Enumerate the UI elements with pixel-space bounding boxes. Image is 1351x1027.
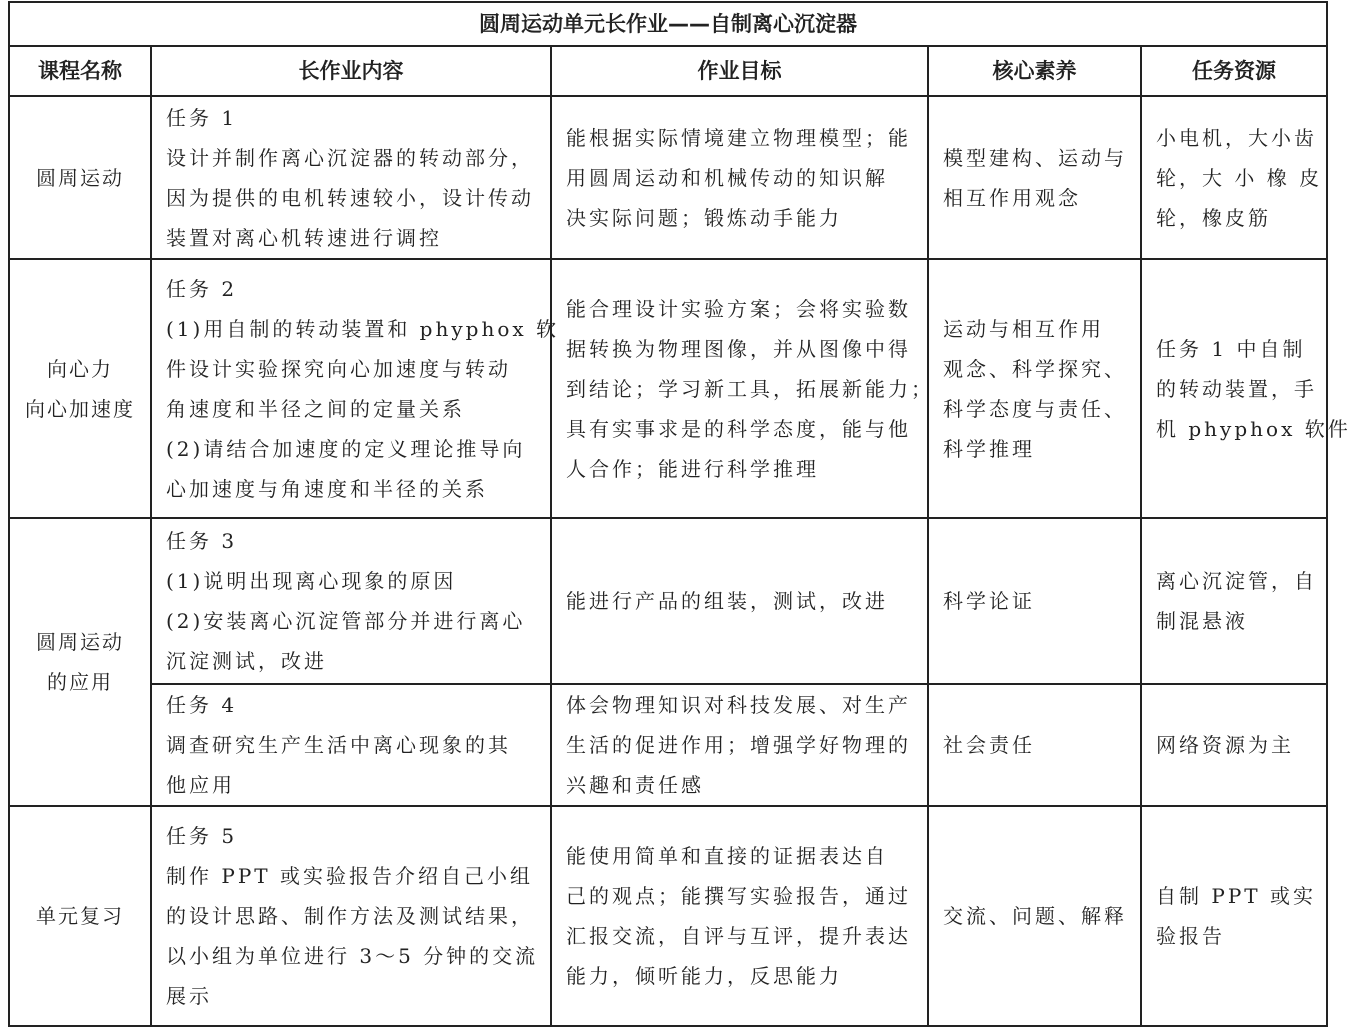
header-goal: 作业目标 (551, 46, 928, 96)
resource-line: 网络资源为主 (1156, 733, 1294, 757)
content-line: (1)用自制的转动装置和 phyphox 软 (166, 316, 560, 341)
goal-cell (551, 806, 928, 1026)
content-line: (2)请结合加速度的定义理论推导向 (166, 436, 526, 461)
goal-line: 用圆周运动和机械传动的知识解 (566, 165, 888, 190)
content-line: 制作 PPT 或实验报告介绍自己小组 (166, 864, 533, 888)
content-line: 设计并制作离心沉淀器的转动部分， (166, 145, 534, 170)
content-line: 沉淀测试，改进 (166, 649, 327, 673)
literacy-line: 社会责任 (943, 733, 1035, 757)
resource-line: 机 phyphox 软件 (1156, 416, 1351, 441)
resource-cell (1141, 684, 1327, 806)
literacy-line: 科学论证 (943, 589, 1035, 613)
literacy-cell (928, 806, 1141, 1026)
goal-line: 到结论；学习新工具，拓展新能力； (566, 376, 934, 401)
content-cell (151, 259, 560, 518)
content-line: 角速度和半径之间的定量关系 (166, 396, 465, 421)
goal-line: 能根据实际情境建立物理模型；能 (566, 125, 911, 150)
content-cell (151, 96, 551, 259)
content-cell (151, 684, 551, 806)
goal-line: 能使用简单和直接的证据表达自 (566, 844, 888, 868)
table-row (9, 518, 1327, 684)
content-line: 展示 (166, 984, 212, 1008)
literacy-cell (928, 684, 1141, 806)
content-line: 件设计实验探究向心加速度与转动 (166, 356, 511, 381)
literacy-line: 科学推理 (943, 436, 1035, 461)
resource-cell (1141, 259, 1351, 518)
content-line: 以小组为单位进行 3～5 分钟的交流 (166, 944, 539, 968)
goal-cell (551, 518, 928, 684)
title-row (9, 2, 1327, 46)
resource-line: 小电机，大小齿 (1156, 125, 1317, 150)
goal-line: 兴趣和责任感 (566, 773, 704, 797)
resource-cell (1141, 96, 1327, 259)
course-line: 的应用 (47, 670, 113, 694)
resource-line: 轮，大 小 橡 皮 (1156, 165, 1323, 190)
goal-cell (551, 96, 928, 259)
course-cell (9, 806, 151, 1026)
header-literacy: 核心素养 (928, 46, 1141, 96)
content-line: (1)说明出现离心现象的原因 (166, 569, 457, 593)
content-line: 心加速度与角速度和半径的关系 (166, 476, 488, 501)
content-line: 他应用 (166, 773, 235, 797)
goal-line: 决实际问题；锻炼动手能力 (566, 205, 842, 230)
goal-line: 能力，倾听能力，反思能力 (566, 964, 842, 988)
resource-line: 验报告 (1156, 924, 1225, 948)
content-line: 任务 1 (166, 105, 238, 130)
content-line: 任务 5 (166, 824, 238, 848)
goal-line: 汇报交流，自评与互评，提升表达 (566, 924, 911, 948)
table-row (9, 259, 1327, 518)
table-row (9, 806, 1327, 1026)
resource-line: 任务 1 中自制 (1156, 336, 1306, 361)
literacy-cell (928, 518, 1141, 684)
goal-line: 能合理设计实验方案；会将实验数 (566, 296, 911, 321)
course-line: 向心力 (47, 356, 113, 381)
content-cell (151, 806, 551, 1026)
content-line: 调查研究生产生活中离心现象的其 (166, 733, 511, 757)
literacy-line: 相互作用观念 (943, 185, 1081, 210)
resource-line: 的转动装置，手 (1156, 376, 1317, 401)
resource-line: 轮，橡皮筋 (1156, 205, 1271, 230)
literacy-line: 交流、问题、解释 (943, 904, 1127, 928)
goal-line: 人合作；能进行科学推理 (566, 456, 819, 481)
header-resource: 任务资源 (1141, 46, 1327, 96)
content-line: 任务 4 (166, 693, 238, 717)
goal-cell (551, 684, 928, 806)
goal-line: 具有实事求是的科学态度，能与他 (566, 416, 911, 441)
literacy-line: 观念、科学探究、 (943, 356, 1127, 381)
table-title: 圆周运动单元长作业——自制离心沉淀器 (9, 2, 1327, 46)
literacy-line: 模型建构、运动与 (943, 145, 1127, 170)
course-cell (9, 259, 151, 518)
table-row (9, 96, 1327, 259)
goal-line: 据转换为物理图像，并从图像中得 (566, 336, 911, 361)
course-line: 圆周运动 (36, 630, 124, 654)
header-content: 长作业内容 (151, 46, 551, 96)
header-row (9, 46, 1327, 96)
course-line: 单元复习 (36, 904, 124, 928)
goal-line: 生活的促进作用；增强学好物理的 (566, 733, 911, 757)
table-row (9, 684, 1327, 806)
course-cell (9, 518, 151, 806)
content-cell (151, 518, 551, 684)
course-line: 圆周运动 (36, 165, 124, 190)
literacy-cell (928, 96, 1141, 259)
goal-line: 体会物理知识对科技发展、对生产 (566, 693, 911, 717)
content-line: 装置对离心机转速进行调控 (166, 225, 442, 250)
resource-cell (1141, 806, 1327, 1026)
content-line: 任务 3 (166, 529, 238, 553)
homework-table (8, 1, 1351, 1027)
goal-line: 己的观点；能撰写实验报告，通过 (566, 884, 911, 908)
literacy-line: 科学态度与责任、 (943, 396, 1127, 421)
resource-line: 离心沉淀管，自 (1156, 569, 1317, 593)
goal-cell (551, 259, 934, 518)
content-line: (2)安装离心沉淀管部分并进行离心 (166, 609, 526, 633)
resource-line: 制混悬液 (1156, 609, 1248, 633)
header-course: 课程名称 (9, 46, 151, 96)
course-cell (9, 96, 151, 259)
content-line: 任务 2 (166, 276, 238, 301)
course-line: 向心加速度 (25, 396, 135, 421)
resource-line: 自制 PPT 或实 (1156, 884, 1316, 908)
content-line: 因为提供的电机转速较小，设计传动 (166, 185, 534, 210)
literacy-cell (928, 259, 1141, 518)
literacy-line: 运动与相互作用 (943, 316, 1104, 341)
goal-line: 能进行产品的组装，测试，改进 (566, 589, 888, 613)
resource-cell (1141, 518, 1327, 684)
content-line: 的设计思路、制作方法及测试结果， (166, 904, 534, 928)
